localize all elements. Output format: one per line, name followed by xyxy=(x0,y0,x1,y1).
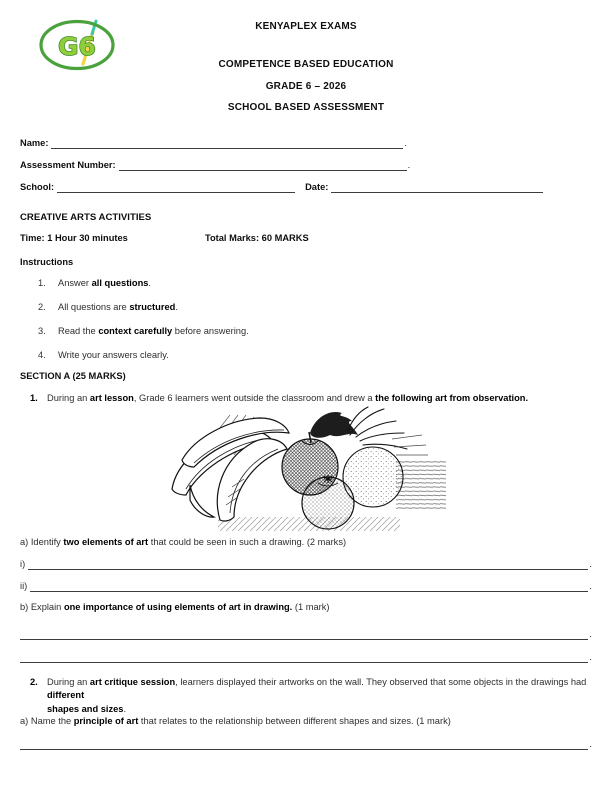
spiky-leaves xyxy=(348,407,407,449)
grade-year-title: GRADE 6 – 2026 xyxy=(265,81,347,92)
time-marks-row xyxy=(20,232,592,244)
instruction-item xyxy=(38,278,592,288)
instructions-heading-row xyxy=(20,256,592,268)
question-2-number: 2. xyxy=(30,677,38,687)
answer-blank-line xyxy=(20,652,588,663)
logo-g6-text: G6 xyxy=(58,32,96,61)
instruction-number: 3. xyxy=(38,326,46,336)
instruction-item xyxy=(38,302,592,312)
still-life-fruit-drawing xyxy=(160,405,452,535)
instructions-heading: Instructions xyxy=(20,257,74,267)
instruction-number: 4. xyxy=(38,350,46,360)
roman-ii-label: ii) xyxy=(20,580,28,591)
question-2-text: During an art critique session, learners displayed their artworks on the wall. They observed that some objects in the drawings had different shapes and sizes. xyxy=(47,677,587,714)
answer-blank-line xyxy=(20,739,588,750)
orange-front xyxy=(302,477,354,529)
name-field-row xyxy=(20,136,592,149)
line-period: . xyxy=(589,738,592,749)
cast-shadow-right xyxy=(396,461,446,509)
assessment-number-field-row xyxy=(20,158,592,171)
instruction-number: 1. xyxy=(38,278,46,288)
date-blank-line xyxy=(331,182,543,193)
answer-line-i-row xyxy=(20,558,592,570)
time-allowed: Time: 1 Hour 30 minutes xyxy=(20,233,128,243)
total-marks: Total Marks: 60 MARKS xyxy=(205,233,309,243)
name-label: Name: xyxy=(20,137,49,148)
roman-i-label: i) xyxy=(20,558,26,569)
instruction-text: Read the context carefully before answering. xyxy=(58,326,249,336)
question-1-number: 1. xyxy=(30,393,38,403)
school-blank-line xyxy=(57,182,295,193)
question-1b-text: b) Explain one importance of using elements of art in drawing. (1 mark) xyxy=(20,602,330,612)
assessment-title: SCHOOL BASED ASSESSMENT xyxy=(227,102,385,113)
school-label: School: xyxy=(20,181,55,192)
subject-heading: CREATIVE ARTS ACTIVITIES xyxy=(20,212,152,223)
assessment-number-label: Assessment Number: xyxy=(20,159,116,170)
line-period: . xyxy=(589,558,592,569)
line-period: . xyxy=(407,159,411,170)
instruction-text: Write your answers clearly. xyxy=(58,350,169,360)
school-date-field-row xyxy=(20,180,592,193)
answer-line-ii-row xyxy=(20,580,592,592)
answer-blank-row xyxy=(20,628,592,640)
curriculum-title: COMPETENCE BASED EDUCATION xyxy=(218,59,394,70)
line-period: . xyxy=(589,580,592,591)
assessment-number-blank-line xyxy=(119,160,407,171)
exam-board-title: KENYAPLEX EXAMS xyxy=(255,21,357,32)
line-period: . xyxy=(404,137,408,148)
question-1a-text: a) Identify two elements of art that could be seen in such a drawing. (2 marks) xyxy=(20,537,347,547)
whisker-lines xyxy=(392,435,428,455)
answer-blank-row xyxy=(20,738,592,750)
instruction-item xyxy=(38,326,592,336)
name-blank-line xyxy=(51,138,403,149)
instruction-number: 2. xyxy=(38,302,46,312)
answer-blank-line xyxy=(30,581,588,592)
instruction-item xyxy=(38,350,592,360)
answer-blank-line xyxy=(20,629,588,640)
still-life-sketch xyxy=(160,405,452,535)
section-a-heading-row xyxy=(20,370,592,382)
line-period: . xyxy=(589,651,592,662)
question-1-text: During an art lesson, Grade 6 learners went outside the classroom and drew a the following art from observation. xyxy=(47,393,529,403)
section-a-heading: SECTION A (25 MARKS) xyxy=(20,371,126,381)
question-1-row xyxy=(30,392,592,405)
instruction-text: Answer all questions. xyxy=(58,278,152,288)
question-2a-text: a) Name the principle of art that relates to the relationship between different shapes and sizes. (1 mark) xyxy=(20,716,451,726)
answer-blank-row xyxy=(20,651,592,663)
date-label: Date: xyxy=(305,181,329,192)
answer-blank-line xyxy=(28,559,588,570)
question-2-row xyxy=(30,676,592,716)
subject-heading-row xyxy=(20,212,592,224)
line-period: . xyxy=(589,628,592,639)
instruction-text: All questions are structured. xyxy=(58,302,178,312)
